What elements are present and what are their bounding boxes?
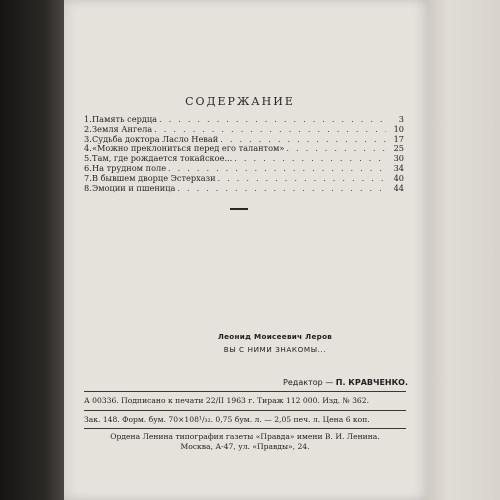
- book-spine-shadow: [0, 0, 64, 500]
- toc-item-page: 25: [393, 143, 404, 154]
- printing-house-info: [84, 432, 406, 452]
- imprint-rule-top: [84, 391, 406, 392]
- toc-item-page: 17: [393, 133, 404, 144]
- toc-item-title: Судьба доктора Ласло Невай: [92, 133, 219, 144]
- toc-item-title: Земля Ангела: [92, 123, 153, 134]
- printing-house-address: Москва, А-47, ул. «Правды», 24.: [180, 442, 310, 451]
- editor-credit: [260, 378, 408, 387]
- contents-title: СОДЕРЖАНИЕ: [185, 95, 295, 108]
- author-name: Леонид Моисеевич Леров: [217, 332, 333, 341]
- editor-label: Редактор —: [283, 378, 334, 387]
- toc-item-page: 10: [393, 123, 404, 134]
- toc-item-number: 4.: [84, 143, 92, 154]
- editor-name: П. КРАВЧЕНКО.: [335, 378, 408, 387]
- toc-leader-dots: [234, 154, 386, 164]
- toc-item-page: 40: [393, 172, 404, 183]
- toc-item-title: На трудном поле: [92, 162, 167, 173]
- toc-leader-dots: [286, 144, 386, 154]
- toc-leader-dots: [218, 174, 386, 184]
- table-of-contents: [84, 115, 404, 193]
- imprint-rule-middle: [84, 410, 406, 411]
- toc-item-number: 6.: [84, 162, 92, 173]
- toc-item-number: 8.: [84, 182, 92, 193]
- toc-item-page: 30: [393, 153, 404, 164]
- toc-item-page: 44: [393, 182, 404, 193]
- toc-leader-dots: [159, 115, 386, 125]
- toc-item-number: 7.: [84, 172, 92, 183]
- toc-item-number: 1.: [84, 114, 92, 124]
- toc-item: [84, 184, 404, 194]
- imprint-line: Зак. 148. Форм. бум. 70×108¹/₃₂. 0,75 бум. л. — 2,05 печ. л. Цена 6 коп.: [84, 415, 370, 424]
- toc-item-title: Эмоции и пшеница: [92, 182, 176, 193]
- toc-item-page: 34: [393, 162, 404, 173]
- imprint-line: А 00336. Подписано к печати 22/II 1963 г. Тираж 112 000. Изд. № 362.: [84, 396, 370, 405]
- toc-item-number: 3.: [84, 133, 92, 144]
- toc-item-page: 3: [398, 114, 404, 124]
- book-title: ВЫ С НИМИ ЗНАКОМЫ...: [223, 345, 327, 354]
- toc-item-title: Там, где рождается токайское...: [92, 153, 233, 164]
- toc-item-title: В бывшем дворце Эстерхази: [92, 172, 216, 183]
- toc-item-number: 2.: [84, 123, 92, 134]
- next-page-edge: [428, 0, 500, 500]
- book-page: [64, 0, 428, 500]
- toc-item-title: «Можно преклониться перед его талантом»: [92, 143, 285, 154]
- printing-house-line: Ордена Ленина типография газеты «Правда» имени В. И. Ленина.: [110, 432, 380, 441]
- imprint-rule-bottom: [84, 428, 406, 429]
- section-divider: [230, 208, 248, 210]
- toc-leader-dots: [177, 184, 386, 194]
- toc-item-number: 5.: [84, 153, 92, 164]
- toc-item-title: Память сердца: [92, 114, 158, 124]
